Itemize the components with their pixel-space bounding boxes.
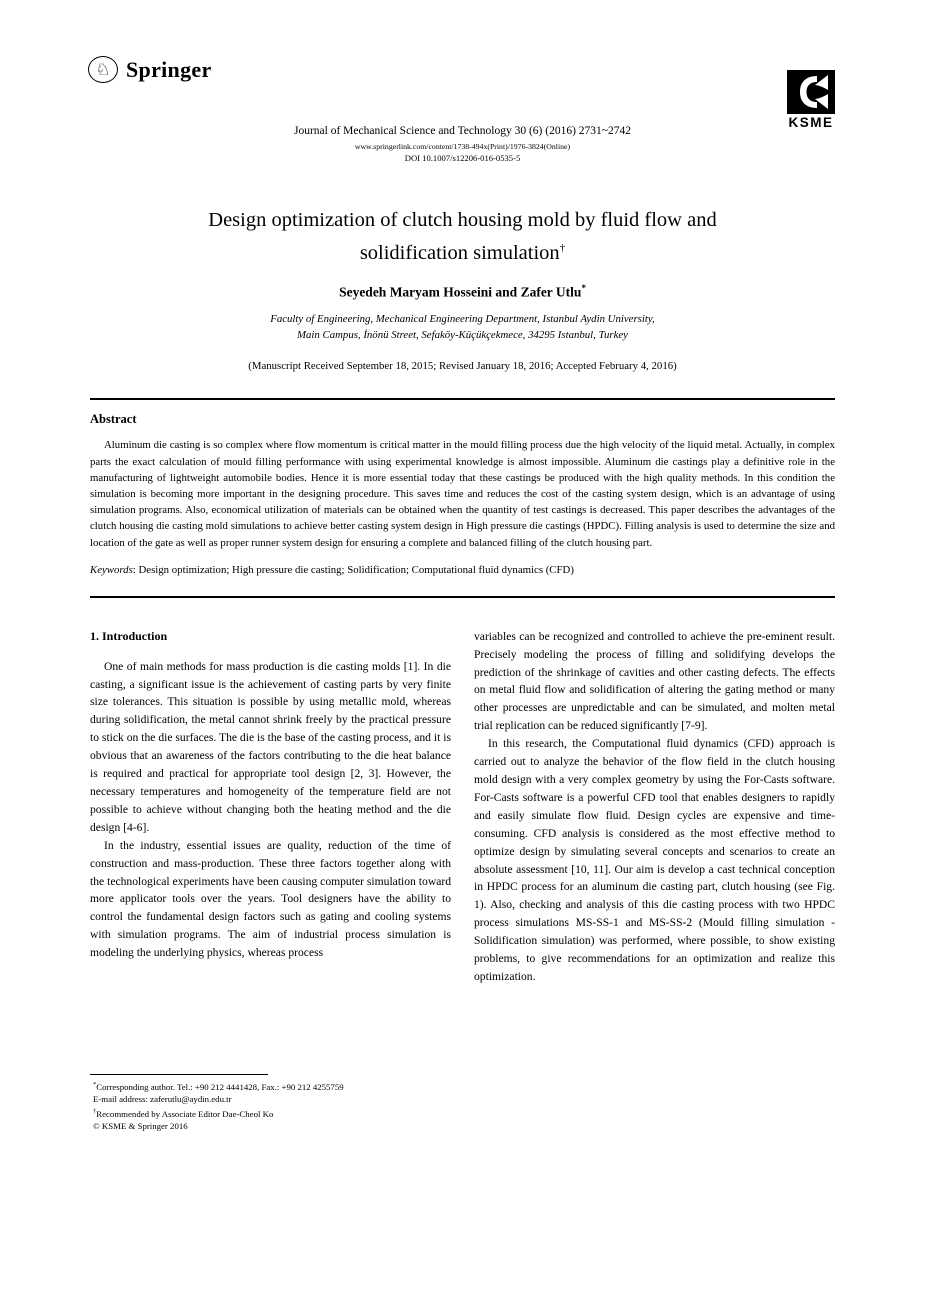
title-dagger-mark: †	[559, 242, 566, 254]
springer-logo-text: Springer	[126, 56, 212, 82]
footnote-corresponding	[90, 1079, 451, 1094]
doi-line: DOI 10.1007/s12206-016-0535-5	[404, 153, 521, 163]
footnote-email	[90, 1093, 451, 1106]
right-paragraph-2: In this research, the Computational fluid dynamics (CFD) approach is carried out to analyze the behavior of the flow field in the clutch housing mold design with a very complex geometry by using the For-Casts software. For-Casts software is a powerful CFD tool that enables designers to rapidly and easily simulate flow fluid. Design cycles are expensive and time-consuming. CFD analysis is considered as the most effective method to optimize design by simulating several concepts and scenarios to create an absolute assessment [10, 11]. Our aim is develop a cast technical conception in HPDC process for an aluminum die casting part, clutch housing (see Fig. 1). Also, checking and analysis of this die casting process with two HPDC process simulations MS-SS-1 and MS-SS-2 (Mould filling simulation - Solidification simulation) was performed, where possible, to show existing problems, to give recommendations for an optimization and realize this optimization.	[474, 737, 835, 983]
keywords-list: : Design optimization; High pressure die casting; Solidification; Computational fluid dynamics (CFD)	[132, 563, 574, 576]
abstract-text: Aluminum die casting is so complex where flow momentum is critical matter in the mould filling process due the high velocity of the liquid metal. Actually, in complex parts the exact calculation of mould filling performance with using experimental knowledge is almost impossible. Aluminum die castings play a definitive role in the manufacturing of lightweight automobile bodies. Hence it is more essential today that these castings be produced with the high quality methods. In this condition the simulation is becoming more important in the designing procedure. This saves time and reduces the cost of the casting system design, which is an advantage of using simulation programs. Also, economical utilization of materials can be obtained when the quantity of test castings is decreased. This paper describes the advantages of the clutch housing die casting mold simulations to achieve better casting system design in High pressure die castings (HPDC). Filling analysis is used to determine the size and location of the gate as well as proper runner system design for ensuring a complete and balanced filling of the clutch housing part.	[90, 439, 835, 549]
footnotes	[90, 1074, 451, 1133]
authors-line	[90, 283, 835, 301]
separator-rule-bottom	[90, 596, 835, 598]
affiliation-line-2: Main Campus, İnönü Street, Sefaköy-Küçükçekmece, 34295 Istanbul, Turkey	[297, 329, 628, 342]
ksme-emblem-icon	[787, 70, 835, 114]
left-column	[90, 628, 451, 1133]
keywords-label: Keywords	[90, 563, 133, 576]
ksme-logo	[787, 70, 835, 130]
body-columns	[90, 628, 835, 1133]
springer-logo	[88, 56, 212, 83]
left-paragraph-1: One of main methods for mass production is die casting molds [1]. In die casting, a significant issue is the achievement of casting parts by very finite size tolerances. This situation is possible by using metallic mold, whereas during solidification, the metal cannot shrink freely by the practical pressure to stick on the die surfaces. The die is the base of the casting process, and it is obvious that an awareness of the factors contributing to the die heat balance is required and practical for appropriate tool design [2, 3]. However, the necessary temperatures and homogeneity of the temperature field are not possible to achieve without changing both the heating method and the die design [4-6].	[90, 659, 451, 834]
journal-citation-line: Journal of Mechanical Science and Technology 30 (6) (2016) 2731~2742	[293, 125, 631, 137]
manuscript-history-line: (Manuscript Received September 18, 2015; Revised January 18, 2016; Accepted February 4, 2016)	[248, 360, 677, 373]
title-line-2: solidification simulation	[359, 241, 560, 264]
affiliation-line-1: Faculty of Engineering, Mechanical Engineering Department, Istanbul Aydin University,	[270, 313, 655, 326]
affiliation	[90, 311, 835, 343]
separator-rule-top	[90, 398, 835, 400]
ksme-logo-text: KSME	[788, 115, 834, 130]
section-heading-introduction: 1. Introduction	[90, 628, 168, 643]
title-line-1: Design optimization of clutch housing mold by fluid flow and	[208, 209, 717, 231]
paper-title	[90, 206, 835, 267]
right-paragraph-1: variables can be recognized and controlled to achieve the pre-eminent result. Precisely modeling the process of filling and solidifying develops the prediction of the shrinkage of cavities and other casting defects. The effects on metal fluid flow and solidification of altering the gating method or many other processes are unpredictable and can be simulated, and molten metal trial replication can be reduced significantly [7-9].	[474, 629, 835, 733]
footnote-email-text: E-mail address: zaferutlu@aydin.edu.tr	[93, 1094, 232, 1105]
left-paragraph-2: In the industry, essential issues are quality, reduction of the time of construction and mass-production. These three factors together along with the technological experiments have been causing computer simulation toward more applicator tools over the years. Tool designers have the ability to control the fundamental design factors such as gating and cooling systems with simulation programs. The aim of industrial process simulation is modeling the underlying physics, whereas process	[90, 838, 451, 960]
footnote-copyright	[90, 1120, 451, 1133]
abstract-heading: Abstract	[90, 412, 137, 427]
keywords-line	[90, 564, 835, 576]
footnote-recommended	[90, 1106, 451, 1121]
page-content	[0, 206, 925, 1133]
footnote-dagger-mark: †	[93, 1107, 97, 1115]
right-column	[474, 628, 835, 1133]
footnote-star-mark: *	[93, 1080, 97, 1088]
masthead	[0, 0, 925, 180]
journal-link-line: www.springerlink.com/content/1738-494x(Print)/1976-3824(Online)	[354, 142, 571, 151]
springer-horse-icon: ♘	[88, 56, 118, 83]
author-names: Seyedeh Maryam Hosseini and Zafer Utlu	[339, 284, 582, 300]
footnote-rule	[90, 1074, 268, 1075]
journal-header	[0, 125, 925, 163]
footnote-corresponding-text: Corresponding author. Tel.: +90 212 4441428, Fax.: +90 212 4255759	[96, 1081, 344, 1092]
footnote-recommended-text: Recommended by Associate Editor Dae-Cheol Ko	[96, 1108, 274, 1119]
footnote-copyright-text: © KSME & Springer 2016	[93, 1121, 188, 1132]
corresponding-author-mark: *	[581, 282, 586, 293]
